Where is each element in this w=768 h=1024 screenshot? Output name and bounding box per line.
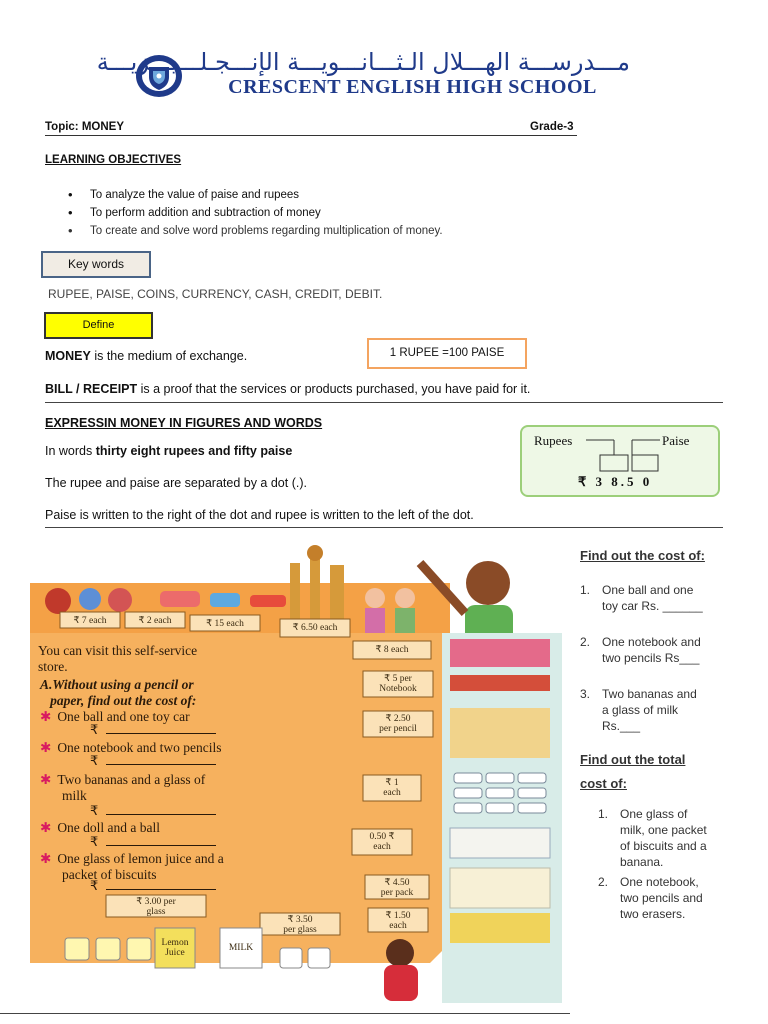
price-tag-line: ₹ 5 per <box>384 674 412 684</box>
price-tag-line: ₹ 3.50 <box>287 915 313 925</box>
price-tag-line: 0.50 ₹ <box>369 832 395 842</box>
item-line: One notebook and <box>602 635 701 649</box>
price-tag <box>365 674 431 694</box>
question-text: Two bananas and a glass of <box>57 772 206 787</box>
item-line: a glass of milk <box>602 703 679 717</box>
school-name-arabic: مـــدرســـة الهـــلال الـثـــانـــويـــة الإنـــجـلـــيـــزيـــة <box>96 48 630 76</box>
price-tag-line: ₹ 3.00 per <box>136 897 176 907</box>
star-icon: ✱ <box>40 709 52 724</box>
item-line: Two bananas and <box>602 687 697 701</box>
list-item <box>580 686 730 734</box>
answer-blank: ₹ <box>90 753 216 769</box>
price-tag <box>365 778 419 798</box>
money-term: MONEY <box>45 349 91 363</box>
answer-blank: ₹ <box>90 803 216 819</box>
store-illustration <box>10 543 570 1013</box>
price-tag-line: per pencil <box>379 724 417 734</box>
item-line: One glass of <box>620 807 688 821</box>
keywords-list: RUPEE, PAISE, COINS, CURRENCY, CASH, CREDIT, DEBIT. <box>48 287 383 301</box>
item-line: of biscuits and a <box>620 839 707 853</box>
total-list <box>598 806 738 922</box>
price-tag: ₹ 7 each <box>73 616 107 626</box>
item-number: 1. <box>580 583 591 597</box>
cost-section-title: Find out the cost of: <box>580 548 705 563</box>
list-item <box>598 806 738 870</box>
keywords-label: Key words <box>41 251 151 278</box>
price-tag <box>370 911 426 931</box>
item-line: toy car Rs. ______ <box>602 599 703 613</box>
list-item <box>598 874 738 922</box>
price-tag-line: ₹ 4.50 <box>384 878 410 888</box>
rupee-paise-diagram <box>520 425 720 497</box>
question <box>40 772 205 804</box>
price-tag <box>367 878 427 898</box>
intro-line: store. <box>38 659 68 674</box>
item-number: 1. <box>598 807 609 821</box>
cost-list <box>580 582 730 734</box>
task-line: paper, find out the cost of: <box>50 693 197 708</box>
diagram-value: ₹ 3 8.5 0 <box>578 474 653 489</box>
diagram-paise-label: Paise <box>662 433 690 448</box>
list-item: • To perform addition and subtraction of money <box>68 204 443 222</box>
item-line: two erasers. <box>620 907 686 921</box>
school-name: CRESCENT ENGLISH HIGH SCHOOL <box>228 76 597 98</box>
divider <box>0 1013 570 1014</box>
jug-label-line: Lemon <box>161 938 189 948</box>
price-tag <box>262 915 338 935</box>
divider <box>45 402 723 403</box>
words-example <box>45 444 292 458</box>
answer-blank: ₹ <box>90 834 216 850</box>
grade-label: Grade-3 <box>530 121 574 133</box>
dot-note: The rupee and paise are separated by a dot (.). <box>45 476 307 490</box>
price-tag-line: per pack <box>380 888 414 898</box>
item-number: 2. <box>580 635 591 649</box>
conversion-box: 1 RUPEE =100 PAISE <box>367 338 527 369</box>
price-tag <box>365 714 431 734</box>
price-tag: ₹ 2 each <box>138 616 172 626</box>
price-tag-line: each <box>373 842 391 852</box>
question-text: packet of biscuits <box>62 867 157 882</box>
price-tag: ₹ 8 each <box>375 645 409 655</box>
item-line: milk, one packet <box>620 823 707 837</box>
objectives-title: LEARNING OBJECTIVES <box>45 154 182 166</box>
expressing-title: EXPRESSIN MONEY IN FIGURES AND WORDS <box>45 416 323 430</box>
price-tag <box>354 832 410 852</box>
price-tag-line: glass <box>146 907 166 917</box>
objectives-list <box>68 186 443 240</box>
topic-label: Topic: MONEY <box>45 121 125 133</box>
item-line: One notebook, <box>620 875 699 889</box>
price-tag: ₹ 15 each <box>206 619 244 629</box>
star-icon: ✱ <box>40 740 52 755</box>
price-tag-line: per glass <box>283 925 317 935</box>
item-line: Rs.___ <box>602 719 641 733</box>
total-section-title <box>580 748 720 796</box>
list-item: • To create and solve word problems regarding multiplication of money. <box>68 222 443 240</box>
jug-label <box>156 938 194 958</box>
side-note: Paise is written to the right of the dot and rupee is written to the left of the dot. <box>45 508 474 522</box>
divider <box>45 135 577 136</box>
price-tag-line: each <box>389 921 407 931</box>
item-line: two pencils Rs___ <box>602 651 700 665</box>
bill-definition <box>45 382 530 396</box>
price-tag <box>108 897 204 917</box>
list-item <box>580 582 730 614</box>
task-line: A.Without using a pencil or <box>40 677 194 692</box>
price-tag-line: ₹ 1 <box>385 778 399 788</box>
question-text: One ball and one toy car <box>57 709 190 724</box>
star-icon: ✱ <box>40 772 52 787</box>
price-tag-line: each <box>383 788 401 798</box>
star-icon: ✱ <box>40 851 52 866</box>
item-number: 3. <box>580 687 591 701</box>
item-line: two pencils and <box>620 891 703 905</box>
item-line: banana. <box>620 855 664 869</box>
star-icon: ✱ <box>40 820 52 835</box>
title-line: cost of: <box>580 776 627 791</box>
jug-label: MILK <box>228 943 254 953</box>
title-line: Find out the total <box>580 752 686 767</box>
price-tag-line: Notebook <box>379 684 417 694</box>
words-prefix: In words <box>45 444 96 458</box>
question-text: One glass of lemon juice and a <box>57 851 224 866</box>
words-bold: thirty eight rupees and fifty paise <box>95 444 293 458</box>
question-text: milk <box>62 788 87 803</box>
illustration-task <box>40 677 196 709</box>
price-tag-line: ₹ 1.50 <box>385 911 411 921</box>
diagram-rupees-label: Rupees <box>534 433 573 448</box>
price-tag: ₹ 6.50 each <box>292 623 338 633</box>
money-def: is the medium of exchange. <box>90 349 248 363</box>
intro-line: You can visit this self-service <box>38 643 198 658</box>
answer-blank: ₹ <box>90 722 216 738</box>
money-definition <box>45 349 247 363</box>
bill-term: BILL / RECEIPT <box>45 382 138 396</box>
question-text: One doll and a ball <box>57 820 161 835</box>
answer-blank: ₹ <box>90 878 216 894</box>
item-line: One ball and one <box>602 583 694 597</box>
question-text: One notebook and two pencils <box>57 740 222 755</box>
price-tag-line: ₹ 2.50 <box>385 714 411 724</box>
divider <box>45 527 723 528</box>
list-item: • To analyze the value of paise and rupees <box>68 186 443 204</box>
list-item <box>580 634 730 666</box>
illustration-intro <box>38 643 197 675</box>
bill-def: is a proof that the services or products purchased, you have paid for it. <box>137 382 531 396</box>
item-number: 2. <box>598 875 609 889</box>
define-label: Define <box>44 312 153 339</box>
jug-label-line: Juice <box>165 948 185 958</box>
